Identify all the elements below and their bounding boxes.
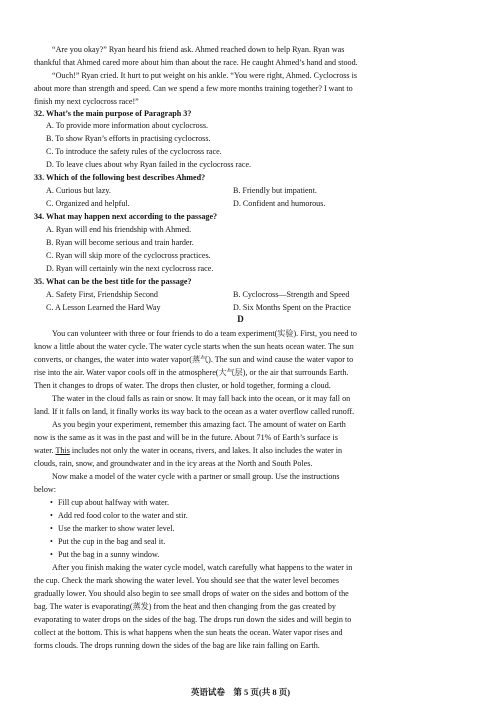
section-label: D <box>237 314 244 324</box>
answer-option: B. To show Ryan’s efforts in practising cyclocross. <box>46 134 211 143</box>
answer-option: A. To provide more information about cyclocross. <box>46 121 209 130</box>
instruction-step: • Add red food color to the water and stir. <box>58 510 188 521</box>
passage-line: rise into the air. Water vapor cools off in the atmosphere(大气层), or the air that surrounds Earth. <box>34 368 349 377</box>
passage-line: evaporating to water drops on the sides of the bag. The drops run down the sides and will begin to <box>34 615 352 624</box>
passage-line: converts, or changes, the water into water vapor(蒸气). The sun and wind cause the water vapor to <box>34 355 354 364</box>
answer-option: C. To introduce the safety rules of the cyclocross race. <box>46 147 222 156</box>
answer-option: C. Ryan will skip more of the cyclocross practices. <box>46 251 211 260</box>
passage-text: water. <box>34 446 54 455</box>
answer-option: C. Organized and helpful. <box>46 199 130 208</box>
passage-line: the cup. Check the mark showing the water level. You should see that the water level becomes <box>34 576 340 585</box>
answer-option: A. Ryan will end his friendship with Ahmed. <box>46 225 192 234</box>
story-line: thankful that Ahmed cared more about him than about the race. He caught Ahmed’s hand and stood. <box>34 58 358 67</box>
passage-line: clouds, rain, snow, and groundwater and in the icy areas at the North and South Poles. <box>34 459 313 468</box>
answer-option: B. Ryan will become serious and train harder. <box>46 238 194 247</box>
answer-option: C. A Lesson Learned the Hard Way <box>46 303 161 312</box>
story-line: about more than strength and speed. Can we spend a few more months training together? I want to <box>34 84 353 93</box>
passage-line: collect at the bottom. This is what happens when the sun heats the ocean. Water vapor rises and <box>34 628 343 637</box>
instruction-step: • Put the cup in the bag and seal it. <box>58 536 165 547</box>
passage-line: forms clouds. The drops running down the sides of the bag are like rain falling on Earth. <box>34 641 320 650</box>
passage-line: now is the same as it was in the past and will be in the future. About 71% of Earth’s surface is <box>34 433 338 442</box>
story-line: finish my next cyclocross race!” <box>34 97 139 106</box>
answer-option: D. Confident and humorous. <box>233 199 326 208</box>
question-stem: 35. What can be the best title for the passage? <box>34 277 192 286</box>
passage-line: bag. The water is evaporating(蒸发) from the heat and then changing from the gas created by <box>34 602 336 611</box>
answer-option: D. To leave clues about why Ryan failed in the cyclocross race. <box>46 160 252 169</box>
story-line: “Ouch!” Ryan cried. It hurt to put weight on his ankle. “You were right, Ahmed. Cyclocross is <box>52 71 358 80</box>
answer-option: B. Cyclocross—Strength and Speed <box>233 290 350 299</box>
question-stem: 33. Which of the following best describes Ahmed? <box>34 173 206 182</box>
page-footer: 英语试卷 第 5 页(共 8 页) <box>190 687 291 697</box>
story-line: “Are you okay?” Ryan heard his friend ask. Ahmed reached down to help Ryan. Ryan was <box>52 45 345 54</box>
passage-line: As you begin your experiment, remember this amazing fact. The amount of water on Earth <box>52 420 346 429</box>
passage-line: below: <box>34 485 57 494</box>
passage-line: know a little about the water cycle. The water cycle starts when the sun heats ocean water. The sun <box>34 342 354 351</box>
passage-line: Then it changes to drops of water. The drops then cluster, or hold together, forming a cloud. <box>34 381 331 390</box>
instruction-step: • Fill cup about halfway with water. <box>58 497 169 508</box>
passage-line: You can volunteer with three or four friends to do a team experiment(实验). First, you need to <box>52 329 357 338</box>
answer-option: A. Curious but lazy. <box>46 186 111 195</box>
underlined-word: This <box>55 446 70 455</box>
answer-option: A. Safety First, Friendship Second <box>46 290 158 299</box>
instruction-step: • Use the marker to show water level. <box>58 523 175 534</box>
question-stem: 32. What’s the main purpose of Paragraph 3? <box>34 109 192 118</box>
passage-line: Now make a model of the water cycle with a partner or small group. Use the instructions <box>52 472 340 481</box>
answer-option: D. Six Months Spent on the Practice <box>233 303 352 312</box>
passage-line <box>34 445 342 456</box>
question-stem: 34. What may happen next according to the passage? <box>34 212 218 221</box>
instruction-step: • Put the bag in a sunny window. <box>58 549 159 560</box>
answer-option: D. Ryan will certainly win the next cyclocross race. <box>46 264 214 273</box>
answer-option: B. Friendly but impatient. <box>233 186 317 195</box>
passage-line: The water in the cloud falls as rain or snow. It may fall back into the ocean, or it may fall on <box>52 394 351 403</box>
passage-line: land. If it falls on land, it finally works its way back to the ocean as a water overflow called runoff. <box>34 407 355 416</box>
passage-text: includes not only the water in oceans, rivers, and lakes. It also includes the water in <box>69 446 343 455</box>
passage-line: After you finish making the water cycle model, watch carefully what happens to the water in <box>52 563 353 572</box>
passage-line: gradually lower. You should also begin to see small drops of water on the sides and bottom of the <box>34 589 349 598</box>
